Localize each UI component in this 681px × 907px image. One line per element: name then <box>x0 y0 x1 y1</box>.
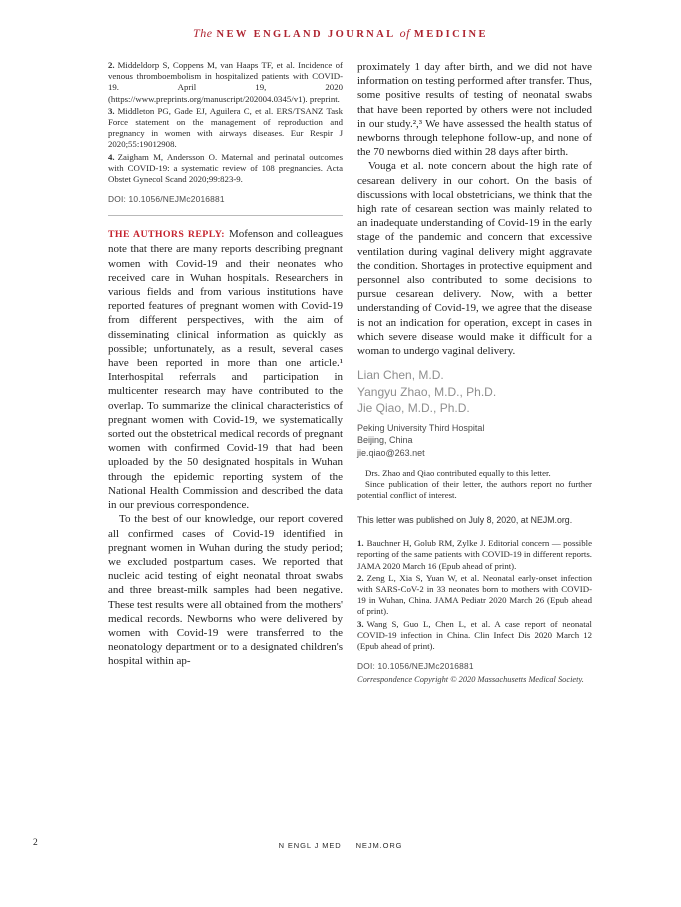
footer-site: NEJM.ORG <box>355 841 403 850</box>
right-column <box>357 60 592 684</box>
page-number: 2 <box>33 838 38 848</box>
reference-entry <box>108 106 343 151</box>
doi-line: DOI: 10.1056/NEJMc2016881 <box>108 194 225 205</box>
affiliation-block <box>357 422 592 460</box>
reference-list-top <box>108 60 343 185</box>
authors-reply-label: THE AUTHORS REPLY: <box>108 229 225 241</box>
reference-entry <box>357 619 592 653</box>
disclosure-notes <box>357 468 592 501</box>
contribution-note: Drs. Zhao and Qiao contributed equally to this letter. <box>365 468 551 479</box>
publication-date-note: This letter was published on July 8, 2020, at NEJM.org. <box>357 515 573 526</box>
reference-number: 1. <box>357 538 364 549</box>
reference-number: 3. <box>108 105 115 116</box>
reference-number: 3. <box>357 618 364 629</box>
reference-entry <box>108 60 343 105</box>
reference-number: 4. <box>108 151 115 162</box>
conflict-note: Since publication of their letter, the authors report no further potential conflict of interest. <box>357 479 592 501</box>
doi-line: DOI: 10.1056/NEJMc2016881 <box>357 661 474 672</box>
reference-list-bottom <box>357 538 592 652</box>
masthead-medicine: MEDICINE <box>413 29 488 40</box>
reference-number: 2. <box>357 572 364 583</box>
reference-text: Middeldorp S, Coppens M, van Haaps TF, et al. Incidence of venous thromboembolism in hospitalized patients with COVID-19. April 19, 2020 (https://www.preprints.org/manuscript/202004.0345/v1). preprint. <box>108 60 343 104</box>
reference-text: Zaigham M, Andersson O. Maternal and perinatal outcomes with COVID-19: a systematic review of 108 pregnancies. Acta Obstet Gynecol Scand 2020;99:823-9. <box>108 151 343 185</box>
affiliation-institution: Peking University Third Hospital <box>357 422 485 433</box>
reference-entry <box>108 152 343 186</box>
authors-reply-text: Mofenson and colleagues note that there are many reports describing pregnant women with Covid-19 and their neonates who received care in Wuhan hospitals. Researchers in various fields and from various institutions have reported features of pregnant women with Covid-19 from different perspectives, with the aim of disseminating clinical information as quickly as possible; unfortunately, as a result, several cases have been reported in more than one article.¹ Interhospital referrals and participation in multicenter research may have contributed to the overlap. To summarize the clinical characteristics of pregnant women with Covid-19, we systematically sorted out the obstetrical medical records of pregnant women with confirmed Covid-19 that had been uploaded by the 50 designated hospitals in Wuhan through the epidemic reporting system of the National Health Commission and described the data in our previous correspondence. <box>108 228 343 512</box>
reference-entry <box>357 538 592 572</box>
two-column-text-area <box>108 60 592 684</box>
masthead-of: of <box>399 26 410 40</box>
author-signature-block <box>357 367 592 417</box>
body-paragraph-continued: proximately 1 day after birth, and we did not have information on testing performed after transfer. Thus, some positive results of testing of neonatal swabs that have been reported by others were not included in our study.²,³ We have assessed the health status of newborns through telephone follow-up, and none of the 70 newborns died within 28 days after birth. <box>357 61 593 159</box>
affiliation-city: Beijing, China <box>357 435 413 446</box>
body-paragraph: To the best of our knowledge, our report covered all confirmed cases of Covid-19 identified in pregnant women in Wuhan during the study period; we excluded postpartum cases. We reported that nucleic acid testing of eight neonatal throat swabs and three breast-milk samples had been negative. These test results were all obtained from the mothers' medical records. Newborns who were delivered by women with Covid-19 were transferred to the neonatology department or to a designated children's hospital within ap- <box>108 513 343 668</box>
author-name: Jie Qiao, M.D., Ph.D. <box>357 401 470 416</box>
body-paragraph: Vouga et al. note concern about the high rate of cesarean delivery in our cohort. On the basis of discussions with local obstetricians, we think that the high rate of cesarean section was mainly related to an inadequate understanding of Covid-19 in the early stage of the pandemic and concern that excessive ventilation during vaginal delivery might aggravate the condition. Shortages in protective equipment and personnel also contributed to some decisions to pursue cesarean delivery. Now, with a better understanding of Covid-19, we agree that the disease is not an indication for operation, except in cases in which severe disease would make it difficult for a woman to undergo vaginal delivery. <box>357 160 592 358</box>
author-email: jie.qiao@263.net <box>357 447 425 458</box>
copyright-line: Correspondence Copyright © 2020 Massachusetts Medical Society. <box>357 675 584 685</box>
reference-number: 2. <box>108 60 115 70</box>
left-column <box>108 60 343 684</box>
authors-reply-paragraph <box>108 227 343 512</box>
reference-entry <box>357 573 592 618</box>
author-name: Lian Chen, M.D. <box>357 368 444 383</box>
reference-text: Bauchner H, Golub RM, Zylke J. Editorial concern — possible reporting of the same patients with COVID-19 in different reports. JAMA 2020 March 16 (Epub ahead of print). <box>357 538 592 571</box>
running-footer <box>0 841 681 850</box>
journal-masthead <box>0 24 681 42</box>
author-name: Yangyu Zhao, M.D., Ph.D. <box>357 384 497 399</box>
masthead-the: The <box>193 26 213 40</box>
section-divider <box>108 215 343 216</box>
reference-text: Middleton PG, Gade EJ, Aguilera C, et al. ERS/TSANZ Task Force statement on the management of reproduction and pregnancy in women with airways diseases. Eur Respir J 2020;55:19012908. <box>108 105 343 150</box>
footer-journal-abbrev: N ENGL J MED <box>278 841 342 850</box>
reference-text: Zeng L, Xia S, Yuan W, et al. Neonatal early-onset infection with SARS-CoV-2 in 33 neonates born to mothers with COVID-19 in Wuhan, China. JAMA Pediatr 2020 March 26 (Epub ahead of print). <box>357 572 592 617</box>
masthead-journal: NEW ENGLAND JOURNAL <box>216 29 396 40</box>
reference-text: Wang S, Guo L, Chen L, et al. A case report of neonatal COVID-19 infection in China. Clin Infect Dis 2020 March 12 (Epub ahead of print). <box>357 618 592 652</box>
